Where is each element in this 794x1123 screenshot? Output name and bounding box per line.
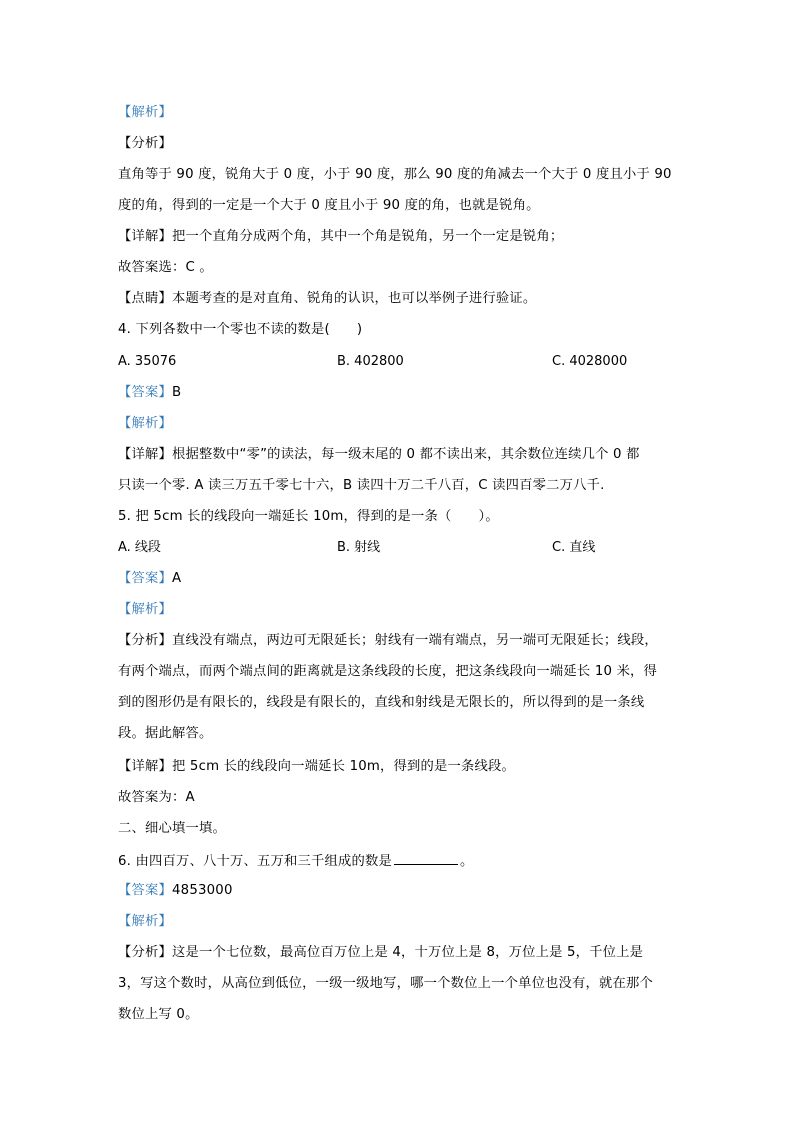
jiexi-label: 【解析】	[118, 416, 172, 431]
option-b: B. 射线	[337, 540, 381, 555]
xiangjie-label: 【详解】	[118, 229, 172, 244]
fenxi-text: 数位上写 0。	[118, 1007, 199, 1022]
daan-label: 【答案】	[118, 571, 172, 586]
option-c: C. 4028000	[552, 354, 628, 369]
fenxi-paragraph	[118, 631, 658, 651]
question-6-end: 。	[459, 854, 474, 869]
fenxi-text: 到的图形仍是有限长的，线段是有限长的，直线和射线是无限长的，所以得到的是一条线	[118, 695, 645, 710]
xiangjie-text: 只读一个零. A 读三万五千零七十六，B 读四十万二千八百，C 读四百零二万八千.	[118, 478, 605, 493]
fenxi-label: 【分析】	[118, 945, 172, 960]
dianjing-text: 本题考查的是对直角、锐角的认识，也可以举例子进行验证。	[172, 291, 537, 306]
fenxi-text: 这是一个七位数，最高位百万位上是 4，十万位上是 8，万位上是 5，千位上是	[172, 945, 644, 960]
fenxi-paragraph	[118, 943, 643, 963]
option-a: A. 线段	[118, 540, 161, 555]
answer-text: 故答案为：A	[118, 790, 195, 805]
daan-value: A	[172, 571, 182, 586]
fenxi-text: 度的角，得到的一定是一个大于 0 度且小于 90 度的角，也就是锐角。	[118, 198, 540, 213]
fenxi-text: 直角等于 90 度，锐角大于 0 度，小于 90 度，那么 90 度的角减去一个大于 0 度且小于 90	[118, 167, 672, 182]
xiangjie-text: 根据整数中“零”的读法，每一级末尾的 0 都不读出来，其余数位连续几个 0 都	[172, 447, 640, 462]
jiexi-label: 【解析】	[118, 602, 172, 617]
daan-paragraph	[118, 881, 233, 901]
xiangjie-text: 把 5cm 长的线段向一端延长 10m，得到的是一条线段。	[172, 759, 516, 774]
xiangjie-paragraph	[118, 757, 515, 777]
option-a: A. 35076	[118, 354, 177, 369]
fenxi-text: 有两个端点，而两个端点间的距离就是这条线段的长度，把这条线段向一端延长 10 米，得	[118, 664, 658, 679]
jiexi-label: 【解析】	[118, 105, 172, 120]
jiexi-label: 【解析】	[118, 914, 172, 929]
fenxi-text: 段。据此解答。	[118, 726, 213, 741]
dianjing-paragraph	[118, 289, 536, 309]
question-5: 5. 把 5cm 长的线段向一端延长 10m，得到的是一条（ ）。	[118, 509, 499, 524]
xiangjie-label: 【详解】	[118, 447, 172, 462]
fenxi-label: 【分析】	[118, 136, 172, 151]
daan-paragraph	[118, 569, 181, 589]
dianjing-label: 【点睛】	[118, 291, 172, 306]
option-c: C. 直线	[552, 540, 596, 555]
daan-label: 【答案】	[118, 385, 172, 400]
daan-label: 【答案】	[118, 883, 172, 898]
section-heading: 二、细心填一填。	[118, 821, 226, 836]
daan-paragraph	[118, 383, 181, 403]
question-6-text: 6. 由四百万、八十万、五万和三千组成的数是	[118, 854, 392, 869]
answer-text: 故答案选：C 。	[118, 260, 213, 275]
fenxi-text: 3，写这个数时，从高位到低位，一级一级地写，哪一个数位上一个单位也没有，就在那个	[118, 976, 654, 991]
question-4: 4. 下列各数中一个零也不读的数是( )	[118, 322, 363, 337]
answer-blank	[394, 850, 458, 865]
daan-value: B	[172, 385, 182, 400]
xiangjie-paragraph	[118, 445, 640, 465]
option-b: B. 402800	[337, 354, 404, 369]
question-6	[118, 850, 473, 872]
daan-value: 4853000	[172, 883, 233, 898]
xiangjie-text: 把一个直角分成两个角，其中一个角是锐角，另一个一定是锐角；	[172, 229, 564, 244]
fenxi-label: 【分析】	[118, 633, 172, 648]
xiangjie-paragraph	[118, 227, 563, 247]
fenxi-text: 直线没有端点，两边可无限延长；射线有一端有端点，另一端可无限延长；线段，	[172, 633, 658, 648]
xiangjie-label: 【详解】	[118, 759, 172, 774]
